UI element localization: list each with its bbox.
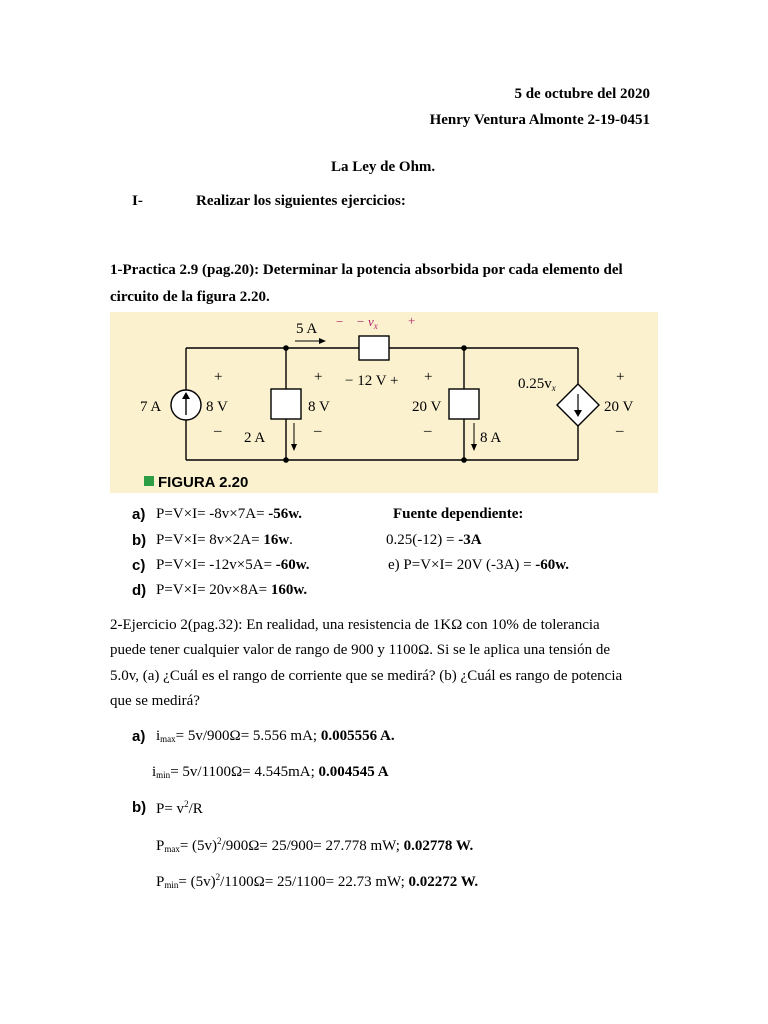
answer2-b-letter: b) bbox=[132, 799, 147, 816]
answer1-d: P=V×I= 20v×8A= 160w. bbox=[156, 582, 308, 598]
answer1-d-letter: d) bbox=[132, 582, 147, 599]
label-vx-plus: + bbox=[408, 313, 416, 328]
problem2-line1: 2-Ejercicio 2(pag.32): En realidad, una resistencia de 1KΩ con 10% de tolerancia bbox=[110, 617, 600, 633]
answer1-c-letter: c) bbox=[132, 557, 146, 574]
document-author: Henry Ventura Almonte 2-19-0451 bbox=[429, 112, 650, 128]
document-title: La Ley de Ohm. bbox=[331, 159, 436, 175]
answer2-pmax: $P_{max}= (5v)^2/900\Omega= 25/900= 27.778$ mW; 0.02778 W. bbox=[156, 836, 474, 854]
dependent-source-line1: 0.25(-12) = -3A bbox=[386, 532, 482, 548]
problem1-line2: circuito de la figura 2.20. bbox=[110, 289, 270, 305]
answer1-c: P=V×I= -12v×5A= -60w. bbox=[156, 557, 310, 573]
problem2-line4: que se medirá? bbox=[110, 693, 200, 709]
label-src-current: 7 A bbox=[140, 399, 162, 415]
circuit-diagram bbox=[110, 312, 658, 493]
section-label: Realizar los siguientes ejercicios: bbox=[196, 193, 406, 209]
answer1-b-letter: b) bbox=[132, 532, 147, 549]
answer2-a-letter: a) bbox=[132, 728, 146, 745]
answer2-imax: $i_{max}= 5v/900\Omega= 5.556$ mA; 0.005556 A. bbox=[156, 728, 395, 744]
problem1-line1: 1-Practica 2.9 (pag.20): Determinar la potencia absorbida por cada elemento del bbox=[110, 262, 623, 278]
label-src-voltage: 8 V bbox=[206, 399, 228, 415]
dependent-source-heading: Fuente dependiente: bbox=[393, 506, 524, 522]
answer2-pmin: $P_{min}= (5v)^2/1100\Omega= 25/1100= 22.73$ mW; 0.02272 W. bbox=[156, 872, 479, 890]
label-e3-voltage: − 12 V + bbox=[345, 373, 399, 389]
label-src-minus: – bbox=[214, 423, 222, 439]
label-dep-minus: – bbox=[616, 423, 624, 439]
label-src-plus: + bbox=[214, 369, 223, 385]
label-vx: − $v_x$ bbox=[356, 314, 378, 331]
label-vx-minus: − bbox=[336, 314, 344, 329]
problem2-line3: 5.0v, (a) ¿Cuál es el rango de corriente que se medirá? (b) ¿Cuál es rango de potencia bbox=[110, 668, 623, 684]
label-e2-plus: + bbox=[314, 369, 323, 385]
circuit-figure bbox=[110, 312, 658, 493]
label-top-current: 5 A bbox=[296, 321, 318, 337]
label-e2-voltage: 8 V bbox=[308, 399, 330, 415]
element-3-box bbox=[359, 336, 389, 360]
answer2-formula: $P= v^2/R$ bbox=[156, 799, 203, 817]
problem2-line2: puede tener cualquier valor de rango de 900 y 1100Ω. Si se le aplica una tensión de bbox=[110, 642, 611, 658]
answer1-b: P=V×I= 8v×2A= 16w. bbox=[156, 532, 293, 548]
answer1-a-letter: a) bbox=[132, 506, 146, 523]
label-e4-minus: – bbox=[424, 423, 432, 439]
label-e2-current: 2 A bbox=[244, 430, 266, 446]
label-e4-voltage: 20 V bbox=[412, 399, 442, 415]
label-dep-voltage: 20 V bbox=[604, 399, 634, 415]
dependent-source-line2: e) P=V×I= 20V (-3A) = -60w. bbox=[388, 557, 570, 573]
document-date: 5 de octubre del 2020 bbox=[514, 86, 650, 102]
answer2-imin: $i_{min}= 5v/1100\Omega= 4.545mA$; 0.004545 A bbox=[152, 764, 389, 780]
figure-caption: FIGURA 2.20 bbox=[158, 474, 249, 491]
label-dep-gain: $0.25v_x$ bbox=[518, 376, 556, 393]
element-2-box bbox=[271, 389, 301, 419]
answer1-a: P=V×I= -8v×7A= -56w. bbox=[156, 506, 303, 522]
label-e2-minus: – bbox=[314, 423, 322, 439]
section-number: I- bbox=[132, 193, 143, 209]
label-e4-plus: + bbox=[424, 369, 433, 385]
label-dep-plus: + bbox=[616, 369, 625, 385]
element-4-box bbox=[449, 389, 479, 419]
label-e4-current: 8 A bbox=[480, 430, 502, 446]
